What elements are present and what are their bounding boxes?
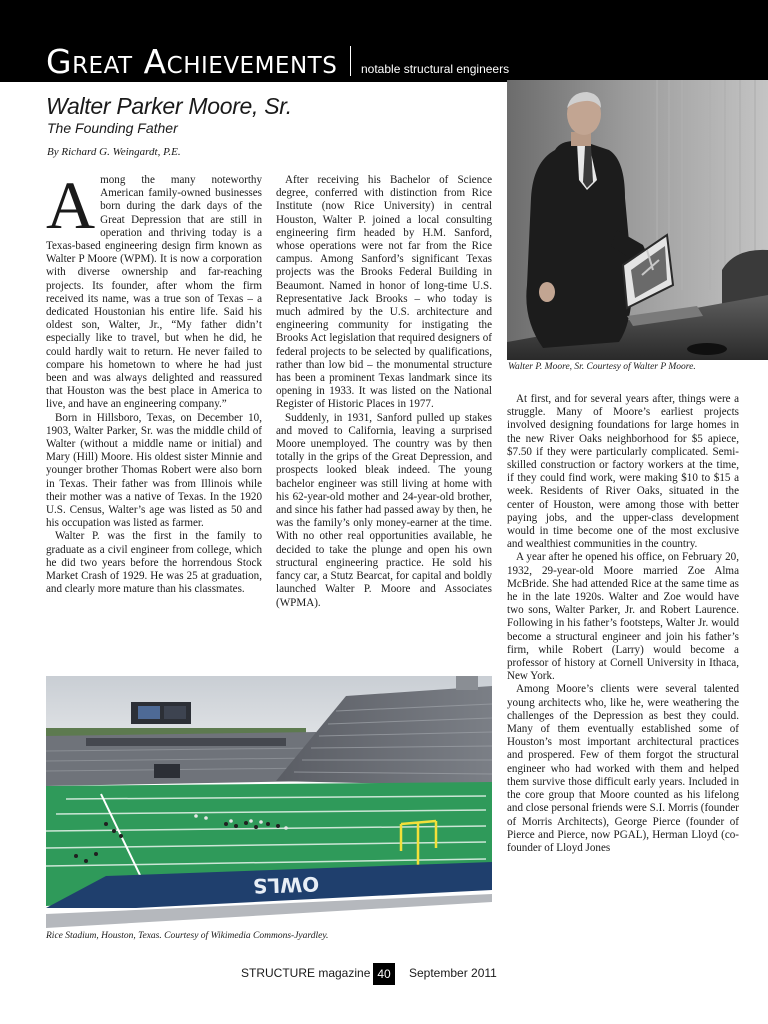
stadium-photo (46, 676, 492, 928)
portrait-photo (507, 80, 768, 360)
page-footer (0, 963, 768, 985)
end-zone-text: OWLS (252, 871, 320, 899)
page-number: 40 (373, 963, 395, 985)
portrait-caption: Walter P. Moore, Sr. Courtesy of Walter P Moore. (508, 362, 696, 372)
section-title: Great Achievements (46, 42, 338, 81)
article-title: Walter Parker Moore, Sr. (46, 93, 292, 119)
article-subtitle: The Founding Father (47, 120, 178, 136)
paragraph: Suddenly, in 1931, Sanford pulled up stakes and moved to California, leaving a surprised Moore unemployed. The country was by then totally in the grips of the Great Depression, and prospects looked bleak indeed. The young bachelor engineer was still living at home with his 62-year-old mother and 24-year-old brother, and since his father had passed away by then, he was the family’s only money-earner at the time. With no other real opportunities available, he decided to take the plunge and open his own structural engineering practice. He sold his fancy car, a Stutz Bearcat, for capital and boldly launched Walter P. Moore and Associates (WPMA). (276, 411, 492, 609)
issue-date: September 2011 (409, 966, 497, 980)
paragraph: After receiving his Bachelor of Science degree, conferred with distinction from Rice Institute (now Rice University) in central Houston, Walter P. joined a local consulting engineering firm headed by H.M. Sanford, whose operations were not far from the Rice campus. Among Sanford’s significant Texas projects was the Brooks Federal Building in Beaumont. Named in honor of long-time U.S. Representative Jack Brooks – who today is much admired by the U.S. architecture and engineering community for instigating the Brooks Act legislation that required designers of federal projects to be selected by qualifications, rather than low bid – the monumental structure has been a prominent Texas landmark since its opening in 1933. It was listed on the National Register of Historic Places in 1977. (276, 174, 492, 411)
paragraph: Among Moore’s clients were several talented young architects who, like he, were weathering the challenges of the Depression as best they could. Many of them eventually established some of Houston’s most important architectural practices and prospered. Few of them forgot the structural engineer who had worked with them and helped them survive those difficult early years. Included in the core group that Moore counted as his lifelong and close personal friends were S.I. Morris (founder of Morris Architects), George Pierce (founder of Pierce and Pierce, now PGAL), Herman Lloyd (co-founder of Lloyd Jones (507, 683, 739, 854)
paragraph: Born in Hillsboro, Texas, on December 10, 1903, Walter Parker, Sr. was the middle child of Walter (without a middle name or initial) and Mary (Hill) Moore. His oldest sister Minnie and younger brother Thomas Robert were also born in Texas. Their father was from Illinois while their mother was a native of Texas. In the 1920 U.S. Census, Walter’s age was listed as 50 and his occupation was listed as farmer. (46, 411, 262, 530)
paragraph: A year after he opened his office, on February 20, 1932, 29-year-old Moore married Zoe Alma McBride. She had attended Rice at the same time as he in the late 1920s. Walter and Zoe would have two sons, Walter Parker, Jr. and Robert Laurence. Following in his father’s footsteps, Walter Jr. would become a structural engineer and join his father’s firm, while Robert (Larry) would become a professor of history at Cornell University in Ithaca, New York. (507, 551, 739, 683)
article-byline: By Richard G. Weingardt, P.E. (47, 146, 181, 158)
text-column-2 (276, 174, 492, 672)
stadium-caption: Rice Stadium, Houston, Texas. Courtesy of Wikimedia Commons-Jyardley. (46, 931, 329, 941)
text-column-1 (46, 174, 262, 672)
magazine-name: STRUCTURE magazine (241, 966, 371, 980)
paragraph: Among the many noteworthy American family-owned businesses born during the dark days of the Great Depression that are still in operation and thriving today is a Texas-based engineering design firm known as Walter P Moore (WPM). It is now a corporation with diverse ownership and far-reaching projects. Its founder, after whom the firm received its name, was a true son of Texas – a dedicated Houstonian his entire life. Said his oldest son, Walter, Jr., “My father didn’t especially like to travel, but when he did, he could hardly wait to return. He never failed to compare his hometown to where he had just been and was always delighted and reassured that Houston was the best place in America to live, and have an engineering company.” (46, 174, 262, 411)
paragraph: Walter P. was the first in the family to graduate as a civil engineer from college, which he did two years before the horrendous Stock Market Crash of 1929. He was 25 at graduation, and clearly more mature than his classmates. (46, 530, 262, 596)
header-divider (350, 46, 351, 76)
text-column-3 (507, 393, 739, 938)
paragraph: At first, and for several years after, things were a struggle. Many of Moore’s earliest projects involved designing foundations for large homes in the new River Oaks neighborhood for $5 apiece, $7.50 if they were particularly complicated. Semi-skilled construction or factory workers at the time, if they could find work, were making $10 to $15 a week. Residents of River Oaks, situated in the center of Houston, were among those with better paying jobs, and the upper-class development would in time become one of the most exclusive and wealthiest communities in the country. (507, 393, 739, 551)
section-subtitle: notable structural engineers (361, 62, 510, 76)
drop-cap: A (46, 174, 96, 243)
